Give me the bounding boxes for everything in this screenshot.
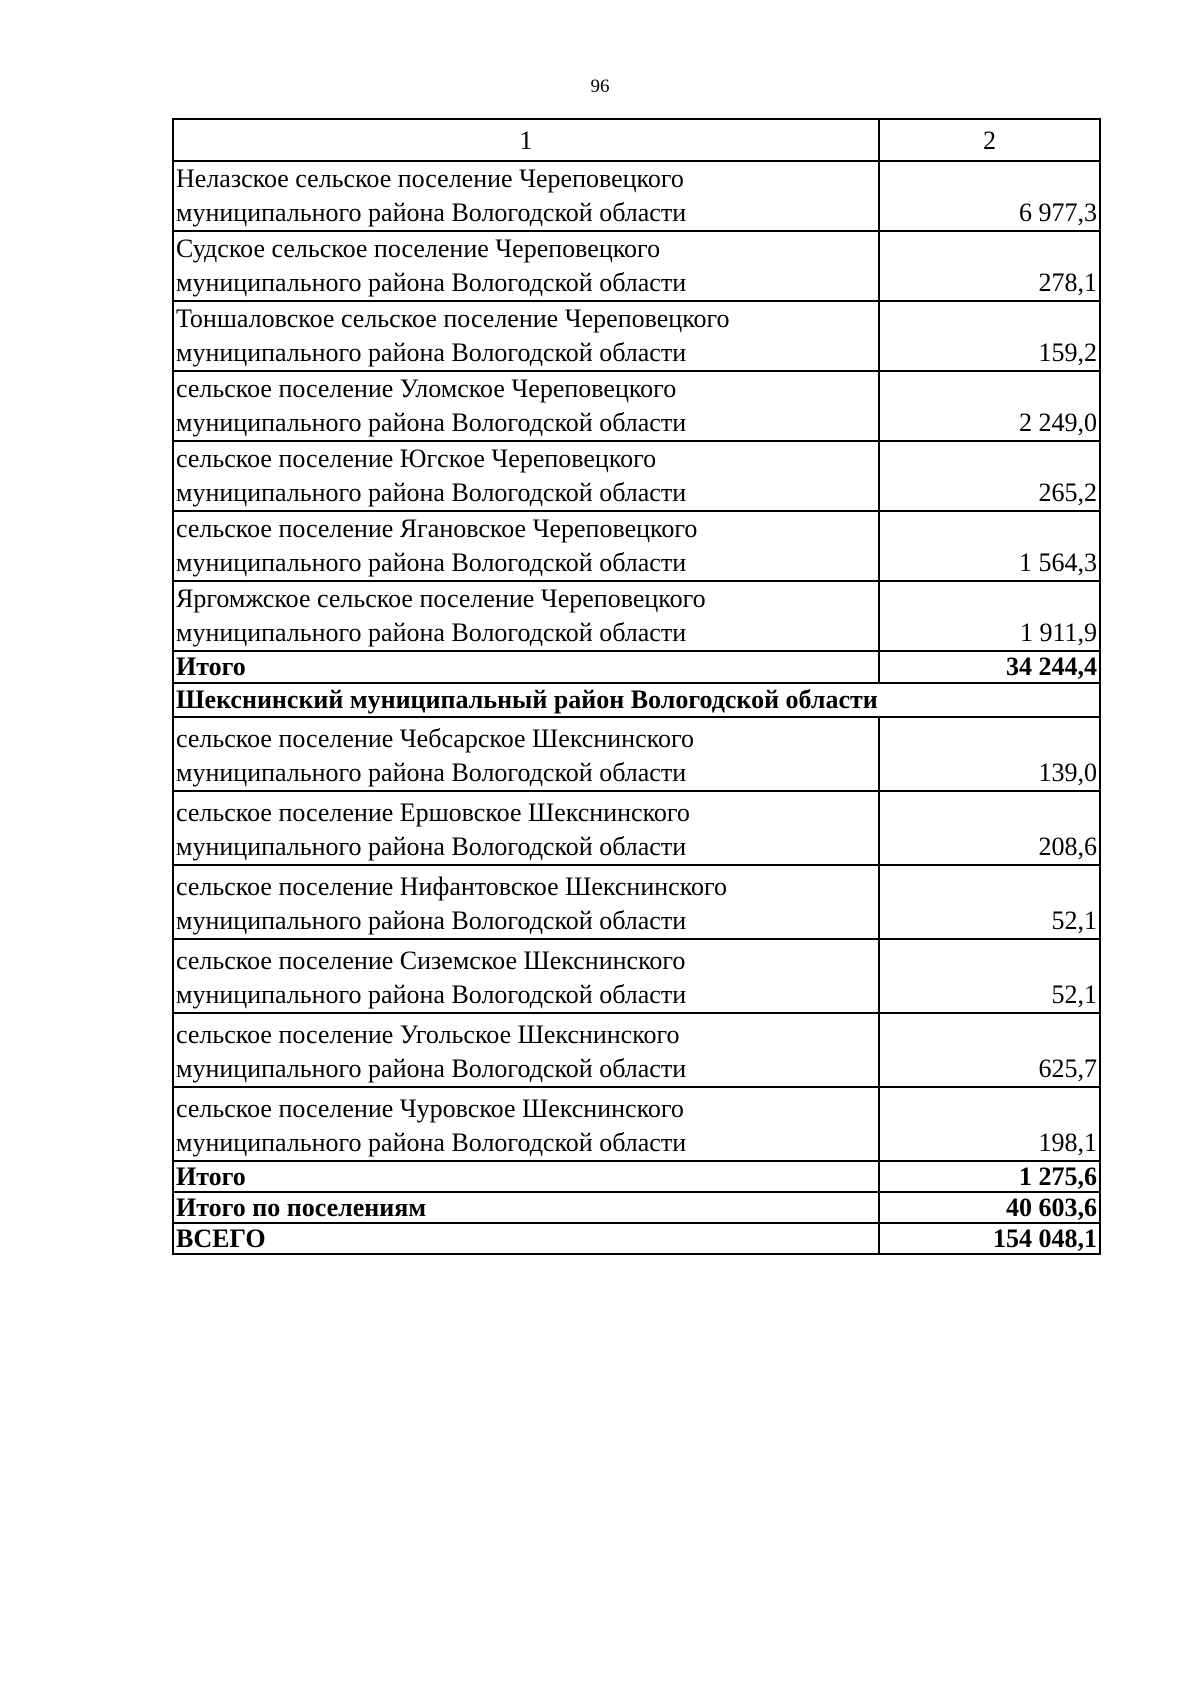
table-row — [173, 1013, 1100, 1087]
settlement-value: 139,0 — [879, 717, 1100, 791]
table-row — [173, 441, 1100, 511]
column-header-1: 1 — [173, 119, 879, 161]
settlement-name-line1: сельское поселение Ершовское Шекснинского — [176, 798, 690, 827]
total-value: 40 603,6 — [879, 1192, 1100, 1223]
table-row — [173, 1087, 1100, 1161]
settlement-name — [173, 231, 879, 301]
settlement-value: 52,1 — [879, 939, 1100, 1013]
settlement-name — [173, 1087, 879, 1161]
settlement-value: 198,1 — [879, 1087, 1100, 1161]
settlement-name-line2: муниципального района Вологодской области — [176, 268, 687, 297]
settlement-name — [173, 161, 879, 231]
total-label: Итого по поселениям — [173, 1192, 879, 1223]
settlement-name — [173, 511, 879, 581]
cherepovets-total-row — [173, 651, 1100, 683]
settlement-name-line2: муниципального района Вологодской области — [176, 758, 687, 787]
settlement-name-line1: Нелазское сельское поселение Череповецкого — [176, 164, 684, 193]
settlement-name-line2: муниципального района Вологодской области — [176, 408, 687, 437]
settlement-name-line2: муниципального района Вологодской области — [176, 618, 687, 647]
settlement-name — [173, 581, 879, 651]
settlement-name-line2: муниципального района Вологодской области — [176, 906, 687, 935]
settlement-name-line2: муниципального района Вологодской области — [176, 338, 687, 367]
grand-total-value: 154 048,1 — [879, 1223, 1100, 1254]
settlement-value: 6 977,3 — [879, 161, 1100, 231]
table-row — [173, 581, 1100, 651]
column-header-2: 2 — [879, 119, 1100, 161]
settlement-name-line1: сельское поселение Нифантовское Шекснинского — [176, 872, 728, 901]
settlement-name-line1: сельское поселение Уломское Череповецкого — [176, 374, 677, 403]
settlement-name — [173, 301, 879, 371]
total-value: 34 244,4 — [879, 651, 1100, 683]
settlement-name-line1: сельское поселение Угольское Шекснинского — [176, 1020, 680, 1049]
page-number: 96 — [590, 76, 610, 97]
settlement-value: 208,6 — [879, 791, 1100, 865]
settlements-total-row — [173, 1192, 1100, 1223]
settlement-name-line1: Тоншаловское сельское поселение Череповецкого — [176, 304, 730, 333]
settlement-name-line1: Судское сельское поселение Череповецкого — [176, 234, 661, 263]
settlement-name-line2: муниципального района Вологодской области — [176, 478, 687, 507]
sheksna-total-row — [173, 1161, 1100, 1192]
settlement-name — [173, 441, 879, 511]
settlement-name-line1: сельское поселение Чебсарское Шекснинского — [176, 724, 694, 753]
settlement-name-line2: муниципального района Вологодской области — [176, 832, 687, 861]
table-row — [173, 791, 1100, 865]
section-title-row — [173, 683, 1100, 717]
settlement-name-line1: сельское поселение Чуровское Шекснинского — [176, 1094, 684, 1123]
table-row — [173, 865, 1100, 939]
settlement-value: 278,1 — [879, 231, 1100, 301]
settlement-name-line1: сельское поселение Югское Череповецкого — [176, 444, 657, 473]
settlement-value: 2 249,0 — [879, 371, 1100, 441]
table-row — [173, 231, 1100, 301]
settlement-name — [173, 865, 879, 939]
settlement-name — [173, 939, 879, 1013]
settlement-name-line2: муниципального района Вологодской области — [176, 1128, 687, 1157]
total-label: Итого — [173, 1161, 879, 1192]
budget-table — [172, 118, 1101, 1255]
table-row — [173, 939, 1100, 1013]
total-value: 1 275,6 — [879, 1161, 1100, 1192]
table-row — [173, 371, 1100, 441]
settlement-name — [173, 717, 879, 791]
settlement-value: 52,1 — [879, 865, 1100, 939]
table-row — [173, 301, 1100, 371]
settlement-name-line2: муниципального района Вологодской области — [176, 198, 687, 227]
settlement-name — [173, 791, 879, 865]
grand-total-label: ВСЕГО — [173, 1223, 879, 1254]
settlement-value: 1 911,9 — [879, 581, 1100, 651]
settlement-name-line2: муниципального района Вологодской области — [176, 548, 687, 577]
table-row — [173, 717, 1100, 791]
settlement-value: 1 564,3 — [879, 511, 1100, 581]
section-title: Шекснинский муниципальный район Вологодской области — [173, 683, 1100, 717]
table-row — [173, 511, 1100, 581]
settlement-name-line1: сельское поселение Ягановское Череповецкого — [176, 514, 698, 543]
settlement-value: 159,2 — [879, 301, 1100, 371]
settlement-name-line2: муниципального района Вологодской области — [176, 980, 687, 1009]
settlement-value: 265,2 — [879, 441, 1100, 511]
settlement-value: 625,7 — [879, 1013, 1100, 1087]
settlement-name — [173, 1013, 879, 1087]
table-row — [173, 161, 1100, 231]
settlement-name — [173, 371, 879, 441]
total-label: Итого — [173, 651, 879, 683]
settlement-name-line1: сельское поселение Сиземское Шекснинского — [176, 946, 686, 975]
table-header-row — [173, 119, 1100, 161]
settlement-name-line1: Яргомжское сельское поселение Череповецкого — [176, 584, 706, 613]
settlement-name-line2: муниципального района Вологодской области — [176, 1054, 687, 1083]
grand-total-row — [173, 1223, 1100, 1254]
